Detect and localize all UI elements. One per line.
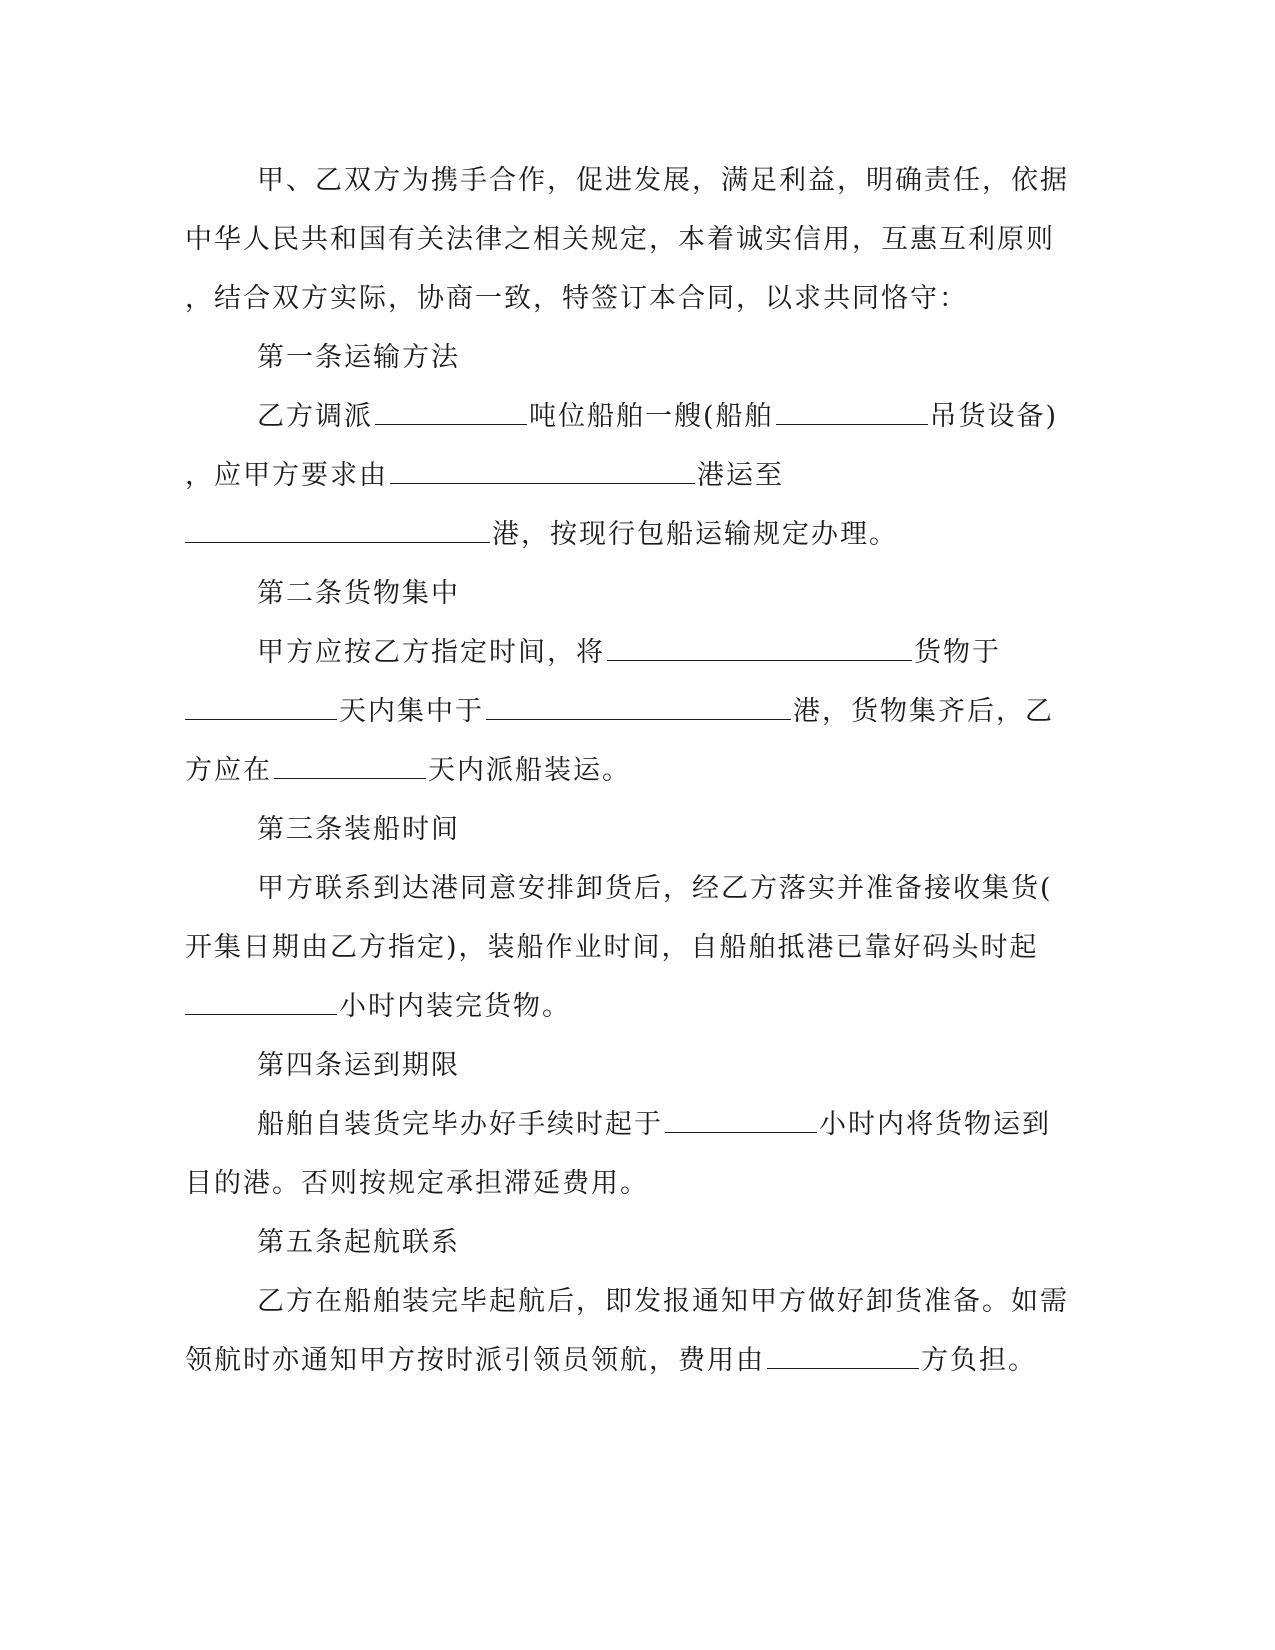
article-2-line-3 xyxy=(185,751,631,791)
article-2-heading xyxy=(257,574,460,614)
fill-blank xyxy=(767,1344,919,1369)
text-run: 领航时亦通知甲方按时派引领员领航，费用由 xyxy=(185,1345,765,1376)
text-run: 甲方联系到达港同意安排卸货后，经乙方落实并准备接收集货( xyxy=(257,873,1053,904)
text-run: 第五条起航联系 xyxy=(257,1227,460,1258)
text-run: 吊货设备) xyxy=(929,401,1059,432)
fill-blank xyxy=(185,990,337,1015)
fill-blank xyxy=(185,695,337,720)
article-5-heading xyxy=(257,1223,460,1263)
text-run: 小时内将货物运到 xyxy=(819,1109,1051,1140)
fill-blank xyxy=(375,400,527,425)
text-run: 天内派船装运。 xyxy=(428,755,631,786)
text-run: 船舶自装货完毕办好手续时起于 xyxy=(257,1109,663,1140)
text-run: 小时内装完货物。 xyxy=(339,991,571,1022)
fill-blank xyxy=(486,695,791,720)
article-3-heading xyxy=(257,810,460,850)
article-3-line-3 xyxy=(185,987,571,1027)
text-run: 目的港。否则按规定承担滞延费用。 xyxy=(185,1168,649,1199)
text-run: 第二条货物集中 xyxy=(257,578,460,609)
text-run: 方负担。 xyxy=(921,1345,1037,1376)
article-4-line-1 xyxy=(257,1105,1051,1145)
fill-blank xyxy=(185,518,490,543)
text-run: 第四条运到期限 xyxy=(257,1050,460,1081)
article-1-line-3 xyxy=(185,515,898,555)
text-run: 港，按现行包船运输规定办理。 xyxy=(492,519,898,550)
article-2-line-1 xyxy=(257,633,1001,673)
text-run: 甲方应按乙方指定时间，将 xyxy=(257,637,605,668)
article-1-line-1 xyxy=(257,397,1058,437)
article-3-line-1 xyxy=(257,869,1053,909)
article-5-line-1 xyxy=(257,1282,1069,1322)
article-3-line-2 xyxy=(185,928,1039,968)
fill-blank xyxy=(274,754,426,779)
fill-blank xyxy=(776,400,928,425)
text-run: 港运至 xyxy=(697,460,784,491)
preamble-line-3 xyxy=(185,279,968,319)
fill-blank xyxy=(665,1108,817,1133)
text-run: 方应在 xyxy=(185,755,272,786)
article-4-heading xyxy=(257,1046,460,1086)
fill-blank xyxy=(390,459,695,484)
text-run: 第三条装船时间 xyxy=(257,814,460,845)
text-run: 港，货物集齐后，乙 xyxy=(793,696,1054,727)
text-run: 货物于 xyxy=(914,637,1001,668)
article-1-heading xyxy=(257,338,460,378)
text-run: 天内集中于 xyxy=(339,696,484,727)
article-5-line-2 xyxy=(185,1341,1037,1381)
text-run: 乙方在船舶装完毕起航后，即发报通知甲方做好卸货准备。如需 xyxy=(257,1286,1069,1317)
text-run: 乙方调派 xyxy=(257,401,373,432)
article-4-line-2 xyxy=(185,1164,649,1204)
fill-blank xyxy=(607,636,912,661)
preamble-line-1 xyxy=(257,161,1069,201)
text-run: 甲、乙双方为携手合作，促进发展，满足利益，明确责任，依据 xyxy=(257,165,1069,196)
preamble-line-2 xyxy=(185,220,1055,260)
text-run: 吨位船舶一艘(船舶 xyxy=(529,401,774,432)
text-run: 中华人民共和国有关法律之相关规定，本着诚实信用，互惠互利原则 xyxy=(185,224,1055,255)
text-run: 第一条运输方法 xyxy=(257,342,460,373)
article-2-line-2 xyxy=(185,692,1054,732)
article-1-line-2 xyxy=(185,456,784,496)
text-run: ，结合双方实际，协商一致，特签订本合同，以求共同恪守： xyxy=(185,283,968,314)
text-run: 开集日期由乙方指定)，装船作业时间，自船舶抵港已靠好码头时起 xyxy=(185,932,1039,963)
text-run: ，应甲方要求由 xyxy=(185,460,388,491)
